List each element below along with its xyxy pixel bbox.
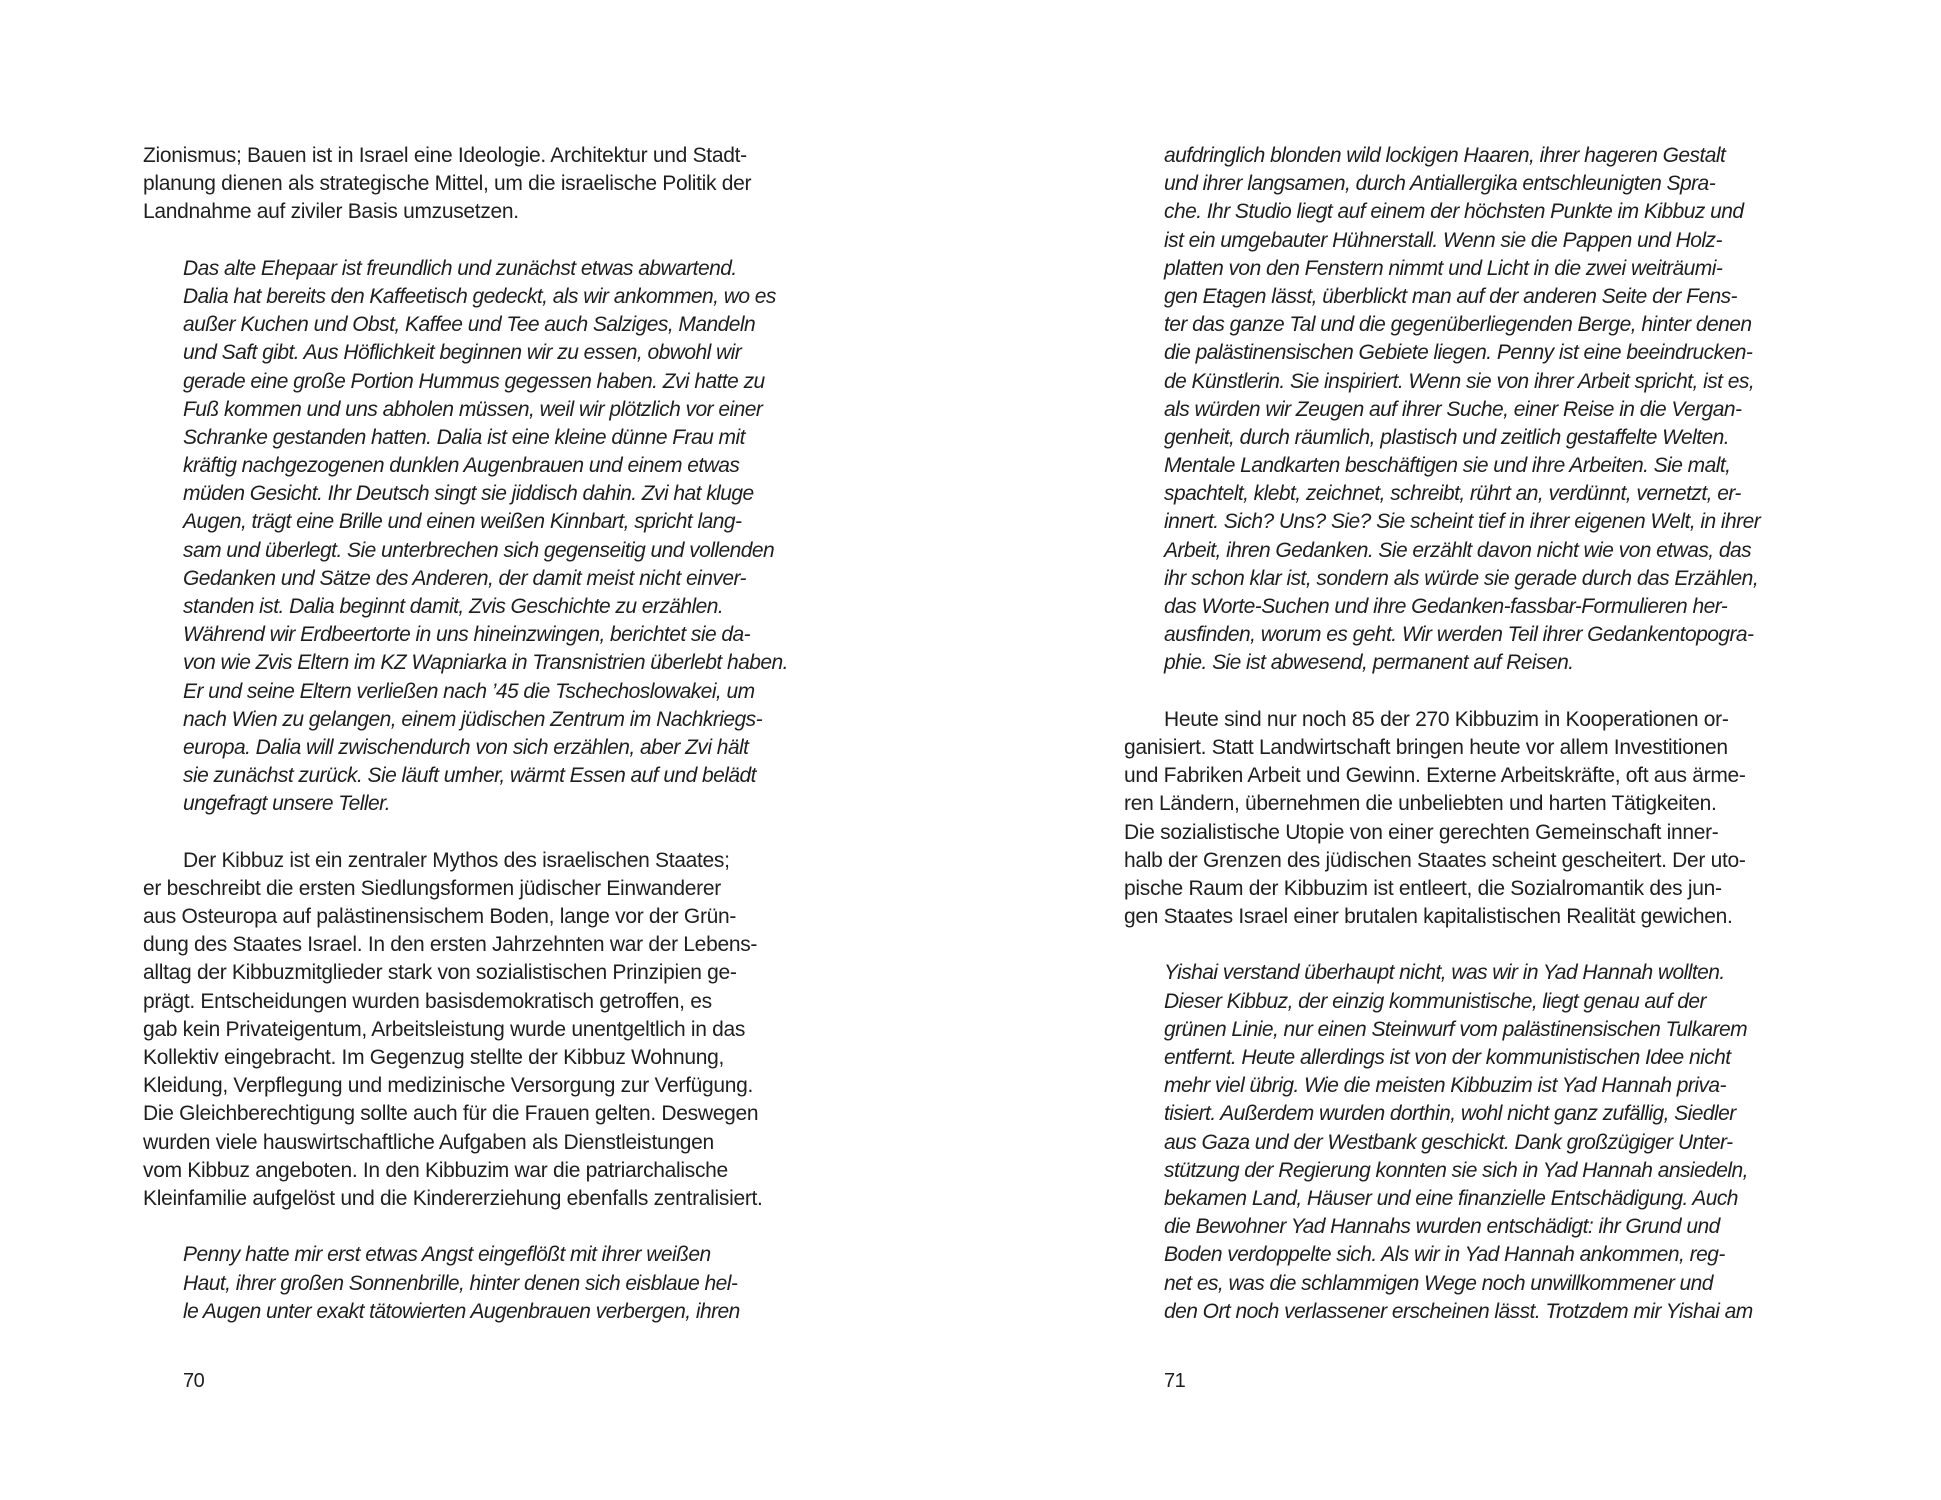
text-line: und Saft gibt. Aus Höflichkeit beginnen wir zu essen, obwohl wir	[183, 341, 742, 365]
text-line: sie zunächst zurück. Sie läuft umher, wärmt Essen auf und belädt	[183, 764, 756, 788]
text-line: Yishai verstand überhaupt nicht, was wir in Yad Hannah wollten.	[1164, 961, 1725, 985]
text-line: stützung der Regierung konnten sie sich in Yad Hannah ansiedeln,	[1164, 1158, 1748, 1182]
text-line: als würden wir Zeugen auf ihrer Suche, einer Reise in die Vergan-	[1164, 397, 1742, 421]
page-number-right: 71	[1164, 1370, 1186, 1392]
text-line: Die Gleichberechtigung sollte auch für die Frauen gelten. Deswegen	[143, 1102, 759, 1126]
text-line: müden Gesicht. Ihr Deutsch singt sie jiddisch dahin. Zvi hat kluge	[183, 482, 754, 506]
text-line: ungefragt unsere Teller.	[183, 792, 391, 816]
body-paragraph	[143, 847, 833, 1213]
page-number-left: 70	[183, 1370, 205, 1392]
text-line: Heute sind nur noch 85 der 270 Kibbuzim in Kooperationen or-	[1164, 707, 1729, 731]
text-line: Penny hatte mir erst etwas Angst eingeflößt mit ihrer weißen	[183, 1243, 711, 1267]
text-line: europa. Dalia will zwischendurch von sich erzählen, aber Zvi hält	[183, 735, 749, 759]
text-line: ausfinden, worum es geht. Wir werden Teil ihrer Gedankentopogra-	[1164, 623, 1754, 647]
text-line: Landnahme auf ziviler Basis umzusetzen.	[143, 200, 519, 224]
text-line: planung dienen als strategische Mittel, um die israelische Politik der	[143, 172, 752, 196]
text-line: Die sozialistische Utopie von einer gerechten Gemeinschaft inner-	[1124, 820, 1719, 844]
text-line: Dieser Kibbuz, der einzig kommunistische, liegt genau auf der	[1164, 989, 1706, 1013]
text-line: von wie Zvis Eltern im KZ Wapniarka in Transnistrien überlebt haben.	[183, 651, 788, 675]
text-line: Er und seine Eltern verließen nach ’45 die Tschechoslowakei, um	[183, 679, 755, 703]
text-line: mehr viel übrig. Wie die meisten Kibbuzim ist Yad Hannah priva-	[1164, 1074, 1726, 1098]
text-line: innert. Sich? Uns? Sie? Sie scheint tief in ihrer eigenen Welt, in ihrer	[1164, 510, 1761, 534]
text-line: le Augen unter exakt tätowierten Augenbrauen verbergen, ihren	[183, 1299, 740, 1323]
text-line: prägt. Entscheidungen wurden basisdemokratisch getroffen, es	[143, 989, 712, 1013]
body-paragraph	[1124, 706, 1814, 932]
text-line: Haut, ihrer großen Sonnenbrille, hinter denen sich eisblaue hel-	[183, 1271, 738, 1295]
text-line: Augen, trägt eine Brille und einen weißen Kinnbart, spricht lang-	[183, 510, 742, 534]
interview-paragraph	[143, 255, 833, 819]
text-line: Mentale Landkarten beschäftigen sie und ihre Arbeiten. Sie malt,	[1164, 454, 1731, 478]
text-line: kräftig nachgezogenen dunklen Augenbrauen und einem etwas	[183, 454, 740, 478]
text-line: Gedanken und Sätze des Anderen, der damit meist nicht einver-	[183, 566, 746, 590]
interview-paragraph	[1124, 142, 1814, 678]
text-line: er beschreibt die ersten Siedlungsformen jüdischer Einwanderer	[143, 876, 721, 900]
text-line: grünen Linie, nur einen Steinwurf vom palästinensischen Tulkarem	[1164, 1017, 1748, 1041]
text-line: aus Gaza und der Westbank geschickt. Dank großzügiger Unter-	[1164, 1130, 1733, 1154]
text-line: dung des Staates Israel. In den ersten Jahrzehnten war der Lebens-	[143, 933, 758, 957]
text-line: entfernt. Heute allerdings ist von der kommunistischen Idee nicht	[1164, 1046, 1731, 1069]
text-line: de Künstlerin. Sie inspiriert. Wenn sie von ihrer Arbeit spricht, ist es,	[1164, 369, 1755, 393]
text-line: gen Etagen lässt, überblickt man auf der anderen Seite der Fens-	[1164, 284, 1737, 308]
interview-paragraph	[1124, 959, 1814, 1325]
left-page-body	[143, 142, 833, 1326]
text-line: ter das ganze Tal und die gegenüberliegenden Berge, hinter denen	[1164, 313, 1752, 337]
text-line: gerade eine große Portion Hummus gegessen haben. Zvi hatte zu	[183, 369, 765, 393]
text-line: bekamen Land, Häuser und eine finanzielle Entschädigung. Auch	[1164, 1186, 1738, 1210]
text-line: die palästinensischen Gebiete liegen. Penny ist eine beeindrucken-	[1164, 341, 1753, 365]
text-line: alltag der Kibbuzmitglieder stark von sozialistischen Prinzipien ge-	[143, 961, 737, 985]
text-line: Der Kibbuz ist ein zentraler Mythos des israelischen Staates;	[183, 848, 730, 872]
text-line: die Bewohner Yad Hannahs wurden entschädigt: ihr Grund und	[1164, 1215, 1720, 1239]
text-line: ren Ländern, übernehmen die unbeliebten und harten Tätigkeiten.	[1124, 792, 1717, 816]
text-line: spachtelt, klebt, zeichnet, schreibt, rührt an, verdünnt, vernetzt, er-	[1164, 482, 1741, 506]
text-line: wurden viele hauswirtschaftliche Aufgaben als Dienstleistungen	[143, 1130, 714, 1154]
body-paragraph	[143, 142, 833, 227]
text-line: den Ort noch verlassener erscheinen lässt. Trotzdem mir Yishai am	[1164, 1299, 1753, 1323]
interview-paragraph	[143, 1241, 833, 1326]
text-line: platten von den Fenstern nimmt und Licht in die zwei weiträumi-	[1164, 256, 1723, 280]
text-line: Arbeit, ihren Gedanken. Sie erzählt davon nicht wie von etwas, das	[1164, 538, 1752, 562]
text-line: gab kein Privateigentum, Arbeitsleistung wurde unentgeltlich in das	[143, 1017, 746, 1041]
text-line: und ihrer langsamen, durch Antiallergika entschleunigten Spra-	[1164, 172, 1716, 196]
text-line: pische Raum der Kibbuzim ist entleert, die Sozialromantik des jun-	[1124, 876, 1722, 900]
text-line: sam und überlegt. Sie unterbrechen sich gegenseitig und vollenden	[183, 538, 775, 562]
text-line: Während wir Erdbeertorte in uns hineinzwingen, berichtet sie da-	[183, 623, 751, 647]
text-line: net es, was die schlammigen Wege noch unwillkommener und	[1164, 1271, 1713, 1295]
text-line: Kleidung, Verpflegung und medizinische Versorgung zur Verfügung.	[143, 1074, 754, 1098]
text-line: tisiert. Außerdem wurden dorthin, wohl nicht ganz zufällig, Siedler	[1164, 1102, 1736, 1126]
text-line: Kleinfamilie aufgelöst und die Kindererziehung ebenfalls zentralisiert.	[143, 1186, 763, 1210]
text-line: Boden verdoppelte sich. Als wir in Yad Hannah ankommen, reg-	[1164, 1243, 1725, 1267]
text-line: vom Kibbuz angeboten. In den Kibbuzim war die patriarchalische	[143, 1158, 728, 1182]
text-line: halb der Grenzen des jüdischen Staates scheint gescheitert. Der uto-	[1124, 848, 1746, 872]
text-line: Zionismus; Bauen ist in Israel eine Ideologie. Architektur und Stadt-	[143, 144, 747, 167]
text-line: Fuß kommen und uns abholen müssen, weil wir plötzlich vor einer	[183, 397, 763, 421]
text-line: und Fabriken Arbeit und Gewinn. Externe Arbeitskräfte, oft aus ärme-	[1124, 764, 1746, 788]
text-line: Schranke gestanden hatten. Dalia ist eine kleine dünne Frau mit	[183, 425, 745, 449]
text-line: gen Staates Israel einer brutalen kapitalistischen Realität gewichen.	[1124, 905, 1733, 929]
text-line: ihr schon klar ist, sondern als würde sie gerade durch das Erzählen,	[1164, 566, 1759, 590]
right-page	[1124, 142, 1814, 1354]
text-line: Das alte Ehepaar ist freundlich und zunächst etwas abwartend.	[183, 256, 737, 280]
text-line: che. Ihr Studio liegt auf einem der höchsten Punkte im Kibbuz und	[1164, 200, 1744, 224]
text-line: aufdringlich blonden wild lockigen Haaren, ihrer hageren Gestalt	[1164, 144, 1726, 167]
text-line: Dalia hat bereits den Kaffeetisch gedeckt, als wir ankommen, wo es	[183, 284, 776, 308]
text-line: genheit, durch räumlich, plastisch und zeitlich gestaffelte Welten.	[1164, 425, 1730, 449]
text-line: ist ein umgebauter Hühnerstall. Wenn sie die Pappen und Holz-	[1164, 228, 1722, 252]
right-page-body	[1124, 142, 1814, 1326]
text-line: außer Kuchen und Obst, Kaffee und Tee auch Salziges, Mandeln	[183, 313, 756, 337]
text-line: ganisiert. Statt Landwirtschaft bringen heute vor allem Investitionen	[1124, 735, 1728, 759]
text-line: standen ist. Dalia beginnt damit, Zvis Geschichte zu erzählen.	[183, 595, 724, 618]
text-line: nach Wien zu gelangen, einem jüdischen Zentrum im Nachkriegs-	[183, 707, 763, 731]
text-line: Kollektiv eingebracht. Im Gegenzug stellte der Kibbuz Wohnung,	[143, 1046, 725, 1069]
text-line: aus Osteuropa auf palästinensischem Boden, lange vor der Grün-	[143, 905, 737, 929]
text-line: phie. Sie ist abwesend, permanent auf Reisen.	[1164, 651, 1574, 675]
left-page	[143, 142, 833, 1354]
text-line: das Worte-Suchen und ihre Gedanken-fassbar-Formulieren her-	[1164, 595, 1728, 618]
